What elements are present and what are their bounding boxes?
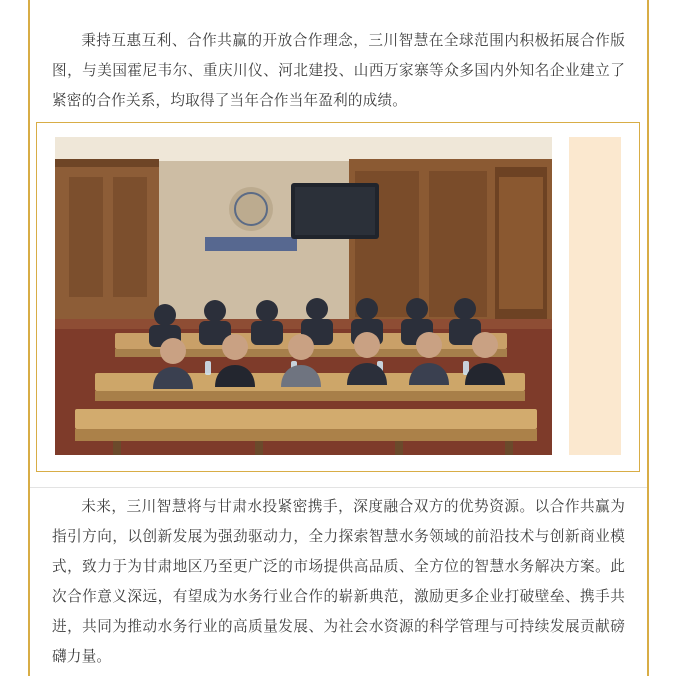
accent-panel	[569, 137, 621, 455]
right-gold-rule	[647, 0, 649, 676]
section-divider	[30, 487, 647, 488]
conference-room-photo	[55, 137, 552, 455]
paragraph-bottom: 未来，三川智慧将与甘肃水投紧密携手，深度融合双方的优势资源。以合作共赢为指引方向，以创新发展为强劲驱动力，全力探索智慧水务领域的前沿技术与创新商业模式，致力于为甘肃地区乃至更广泛的市场提供高品质、全方位的智慧水务解决方案。此次合作意义深远，有望成为水务行业合作的崭新典范，激励更多企业打破壁垒、携手共进，共同为推动水务行业的高质量发展、为社会水资源的科学管理与可持续发展贡献磅礴力量。	[52, 499, 625, 665]
photo-frame	[55, 137, 552, 455]
paragraph-top: 秉持互惠互利、合作共赢的开放合作理念，三川智慧在全球范围内积极拓展合作版图，与美国霍尼韦尔、重庆川仪、河北建投、山西万家寨等众多国内外知名企业建立了紧密的合作关系，均取得了当年合作当年盈利的成绩。	[52, 33, 625, 109]
bottom-paragraph-block	[30, 492, 647, 672]
top-paragraph-block	[30, 26, 647, 116]
image-card	[36, 122, 640, 472]
